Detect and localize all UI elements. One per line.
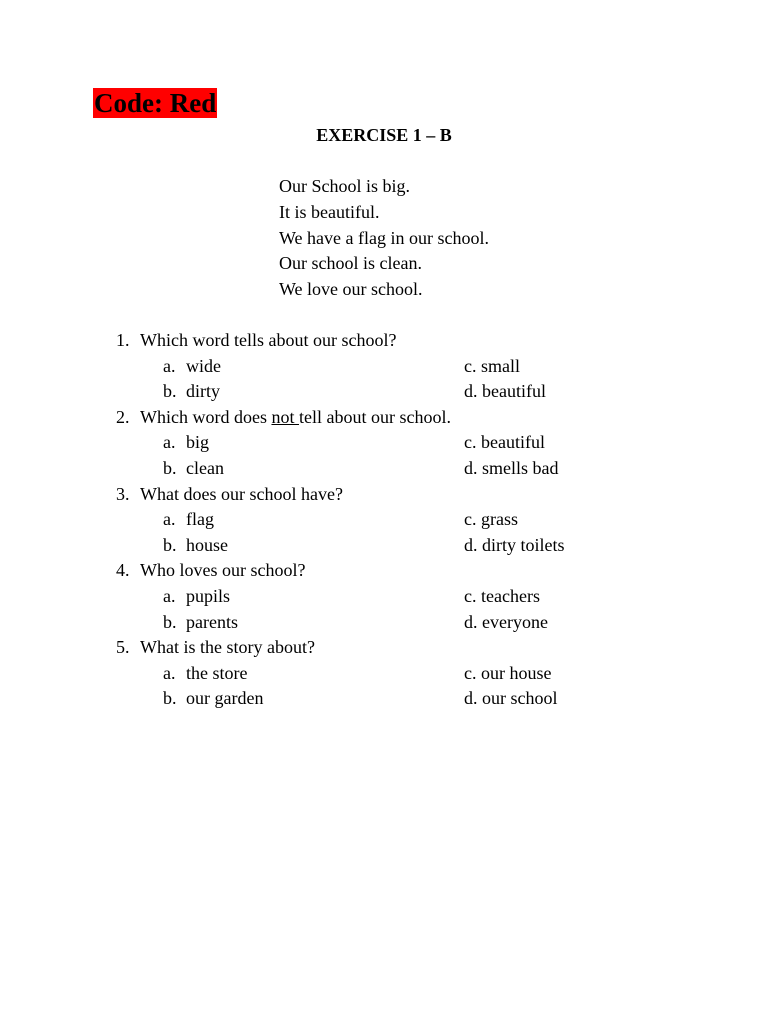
option-d (464, 456, 559, 482)
question-4 (0, 558, 768, 584)
option-text: beautiful (481, 432, 545, 453)
option-row (0, 354, 768, 380)
question-number: 4. (116, 560, 130, 581)
option-c (464, 430, 545, 456)
option-d (464, 533, 565, 559)
question-text: Who loves our school? (140, 560, 306, 581)
option-b: clean (186, 457, 224, 478)
story-line: Our school is clean. (279, 253, 422, 274)
option-letter: c. (464, 585, 477, 606)
question-text: What is the story about? (140, 637, 315, 658)
option-letter: c. (464, 355, 477, 376)
exercise-title: EXERCISE 1 – B (316, 125, 452, 145)
option-row (0, 686, 768, 712)
option-a: pupils (186, 585, 231, 606)
question-3 (0, 482, 768, 508)
option-row (0, 507, 768, 533)
option-letter: c. (464, 509, 477, 530)
story-line: We love our school. (279, 279, 423, 299)
question-text-after: tell about our school. (298, 406, 451, 427)
question-number: 5. (116, 637, 130, 658)
option-letter: d. (464, 534, 478, 555)
option-row (0, 533, 768, 559)
option-d (464, 686, 558, 712)
story-passage (279, 174, 489, 303)
question-5 (0, 635, 768, 661)
option-row (0, 456, 768, 482)
question-text-before: Which word does (140, 406, 272, 427)
option-letter: a. (163, 355, 176, 376)
question-1 (0, 328, 768, 354)
question-number: 2. (116, 406, 130, 427)
question-text: Which word tells about our school? (140, 330, 397, 350)
option-row (0, 661, 768, 687)
option-a: wide (186, 355, 221, 376)
option-row (0, 430, 768, 456)
question-number: 3. (116, 483, 130, 504)
story-line: We have a flag in our school. (279, 227, 489, 248)
option-a: the store (186, 662, 248, 683)
option-letter: a. (163, 585, 176, 606)
option-text: grass (481, 509, 518, 530)
option-letter: d. (464, 381, 478, 402)
option-letter: d. (464, 611, 478, 632)
code-label: Code: Red (94, 88, 217, 118)
option-b: our garden (186, 688, 264, 709)
option-letter: c. (464, 432, 477, 453)
question-text (140, 405, 451, 431)
option-letter: d. (464, 457, 478, 478)
question-list (0, 328, 768, 712)
option-letter: b. (163, 534, 177, 555)
option-d (464, 610, 548, 636)
story-line: Our School is big. (279, 176, 411, 196)
option-c (464, 507, 518, 533)
option-b: house (186, 534, 228, 555)
option-text: small (481, 355, 520, 376)
option-letter: a. (163, 662, 176, 683)
option-text: beautiful (482, 381, 546, 402)
question-2 (0, 405, 768, 431)
option-letter: d. (464, 688, 478, 709)
option-text: smells bad (482, 457, 559, 478)
option-letter: c. (464, 662, 477, 683)
underlined-word: not (271, 406, 299, 427)
option-d (464, 379, 546, 405)
option-text: teachers (481, 585, 540, 606)
story-line: It is beautiful. (279, 201, 380, 222)
option-text: everyone (482, 611, 548, 632)
option-letter: b. (163, 611, 177, 632)
option-row (0, 610, 768, 636)
option-letter: b. (163, 457, 177, 478)
option-letter: a. (163, 432, 176, 453)
option-text: dirty toilets (482, 534, 565, 555)
option-row (0, 584, 768, 610)
option-a: big (186, 432, 210, 453)
option-letter: b. (163, 381, 177, 402)
option-letter: a. (163, 509, 176, 530)
option-c (464, 584, 540, 610)
option-b: parents (186, 611, 238, 632)
option-b: dirty (186, 381, 220, 402)
question-number: 1. (116, 330, 130, 350)
option-text: our school (482, 688, 558, 709)
option-a: flag (186, 509, 214, 530)
option-text: our house (481, 662, 552, 683)
option-c (464, 354, 520, 380)
option-letter: b. (163, 688, 177, 709)
question-text: What does our school have? (140, 483, 343, 504)
option-row (0, 379, 768, 405)
option-c (464, 661, 552, 687)
